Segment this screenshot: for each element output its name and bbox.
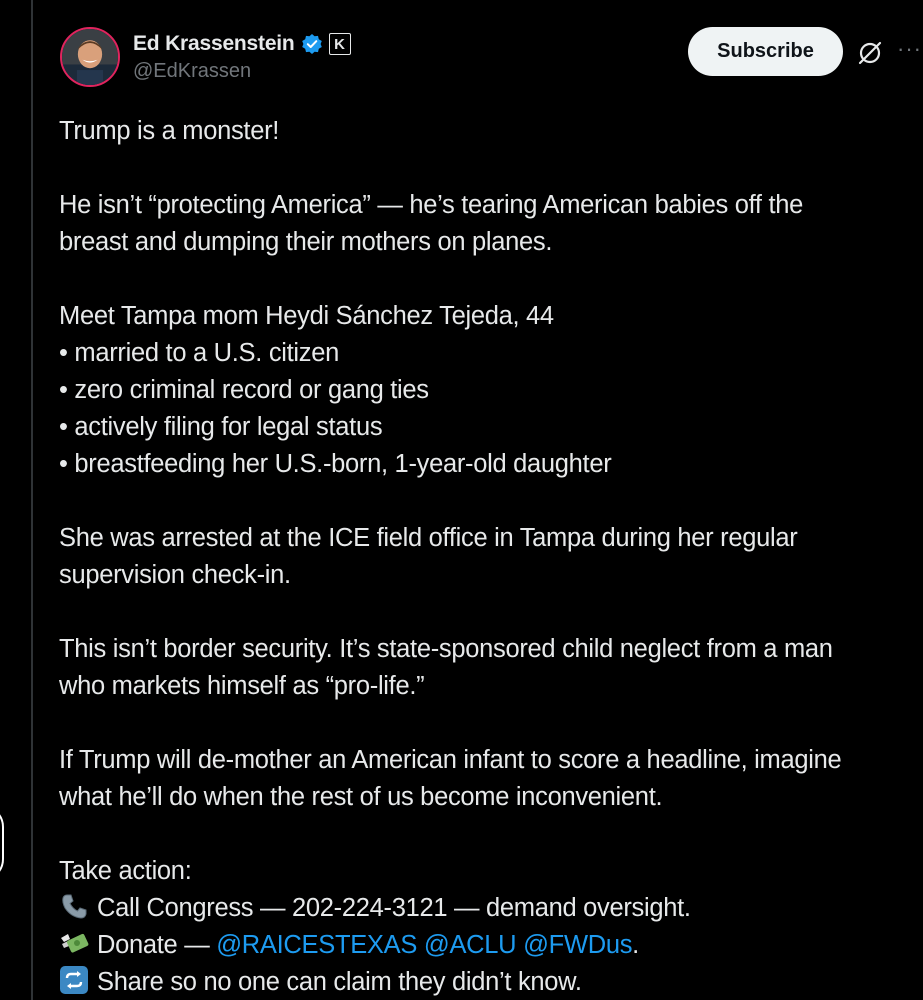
- author-handle[interactable]: @EdKrassen: [133, 60, 252, 82]
- share-line: [59, 964, 919, 1000]
- call-line: [59, 890, 919, 927]
- affiliate-badge-icon[interactable]: K: [329, 33, 351, 55]
- author-name-row[interactable]: [133, 28, 351, 60]
- tweet-line: Trump is a monster!: [59, 117, 280, 145]
- bullet-item: • actively filing for legal status: [59, 413, 383, 441]
- tweet-line: who markets himself as “pro-life.”: [59, 672, 425, 700]
- tweet-line: supervision check-in.: [59, 561, 291, 589]
- share-text: Share so no one can claim they didn’t know.: [97, 968, 582, 996]
- donate-prefix: Donate —: [97, 931, 210, 959]
- mention-link[interactable]: @RAICESTEXAS: [216, 931, 418, 959]
- bullet-item: • married to a U.S. citizen: [59, 339, 340, 367]
- mention-link[interactable]: @ACLU: [423, 931, 517, 959]
- repeat-arrows-emoji-icon: [59, 965, 89, 995]
- scroll-indicator[interactable]: [0, 805, 4, 881]
- bullet-item: • zero criminal record or gang ties: [59, 376, 429, 404]
- donate-suffix: .: [632, 931, 639, 959]
- tweet-line: He isn’t “protecting America” — he’s tearing American babies off the: [59, 191, 804, 219]
- grok-icon[interactable]: [857, 40, 883, 66]
- author-display-name[interactable]: Ed Krassenstein: [133, 32, 295, 55]
- mention-link[interactable]: @FWDus: [523, 931, 633, 959]
- more-options-icon[interactable]: ···: [897, 36, 922, 61]
- tweet-line: Meet Tampa mom Heydi Sánchez Tejeda, 44: [59, 302, 554, 330]
- tweet-text: [59, 113, 919, 1000]
- verified-badge-icon: [301, 33, 323, 55]
- donate-line: [59, 927, 919, 964]
- telephone-emoji-icon: [59, 891, 89, 921]
- avatar[interactable]: [60, 27, 120, 87]
- subscribe-button[interactable]: Subscribe: [688, 27, 843, 76]
- tweet-line: what he’ll do when the rest of us become inconvenient.: [59, 783, 663, 811]
- money-with-wings-emoji-icon: [59, 928, 89, 958]
- tweet-line: If Trump will de-mother an American infant to score a headline, imagine: [59, 746, 842, 774]
- tweet-line: This isn’t border security. It’s state-sponsored child neglect from a man: [59, 635, 833, 663]
- tweet-line: She was arrested at the ICE field office in Tampa during her regular: [59, 524, 798, 552]
- take-action-heading: Take action:: [59, 857, 192, 885]
- tweet-line: breast and dumping their mothers on planes.: [59, 228, 553, 256]
- avatar-image: [62, 29, 118, 85]
- timeline-border: [31, 0, 33, 1000]
- bullet-item: • breastfeeding her U.S.-born, 1-year-old daughter: [59, 450, 612, 478]
- call-text: Call Congress — 202-224-3121 — demand oversight.: [97, 894, 691, 922]
